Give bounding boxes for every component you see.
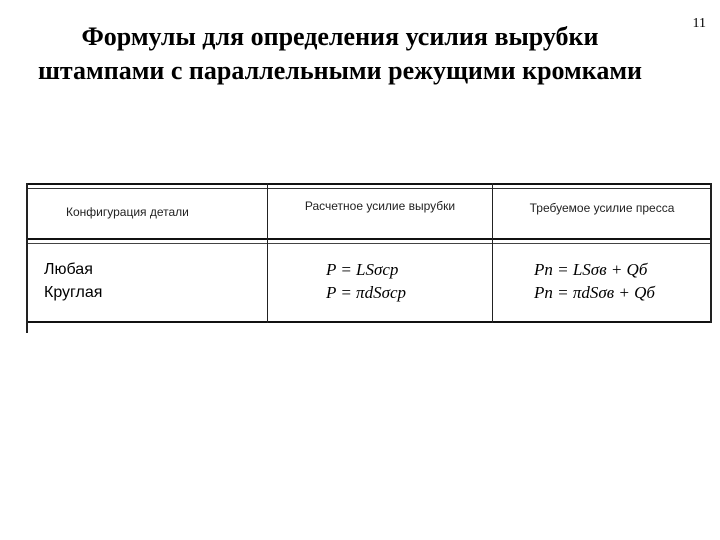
table-row-configuration: Круглая xyxy=(44,284,103,301)
header-separator-rule xyxy=(26,238,712,240)
header-calculated-force: Расчетное усилие вырубки xyxy=(304,199,456,213)
page-number: 11 xyxy=(692,16,706,31)
formula-table xyxy=(26,183,712,333)
header-separator-rule-inner xyxy=(26,243,712,244)
table-row-calculated-force: P = πdSσср xyxy=(326,283,406,302)
column-divider-1 xyxy=(267,183,268,323)
title-line-2: штампами с параллельными режущими кромками xyxy=(37,56,643,85)
table-bottom-rule xyxy=(26,321,712,323)
title-line-1: Формулы для определения усилия вырубки xyxy=(81,22,599,51)
table-row-configuration: Любая xyxy=(44,261,93,278)
table-top-rule xyxy=(26,183,712,185)
required-force-column xyxy=(534,258,655,304)
header-required-force: Требуемое усилие пресса xyxy=(529,201,675,215)
calculated-force-column xyxy=(326,258,406,304)
column-border-left xyxy=(26,183,28,333)
table-row-calculated-force: P = LSσср xyxy=(326,260,399,279)
table-row-required-force: Pп = LSσв + Qб xyxy=(534,260,648,279)
slide-title xyxy=(0,20,680,88)
table-top-rule-inner xyxy=(26,188,712,189)
configuration-column xyxy=(44,258,102,304)
column-border-right xyxy=(710,183,712,323)
header-configuration: Конфигурация детали xyxy=(66,205,189,219)
column-divider-2 xyxy=(492,183,493,323)
table-row-required-force: Pп = πdSσв + Qб xyxy=(534,283,655,302)
